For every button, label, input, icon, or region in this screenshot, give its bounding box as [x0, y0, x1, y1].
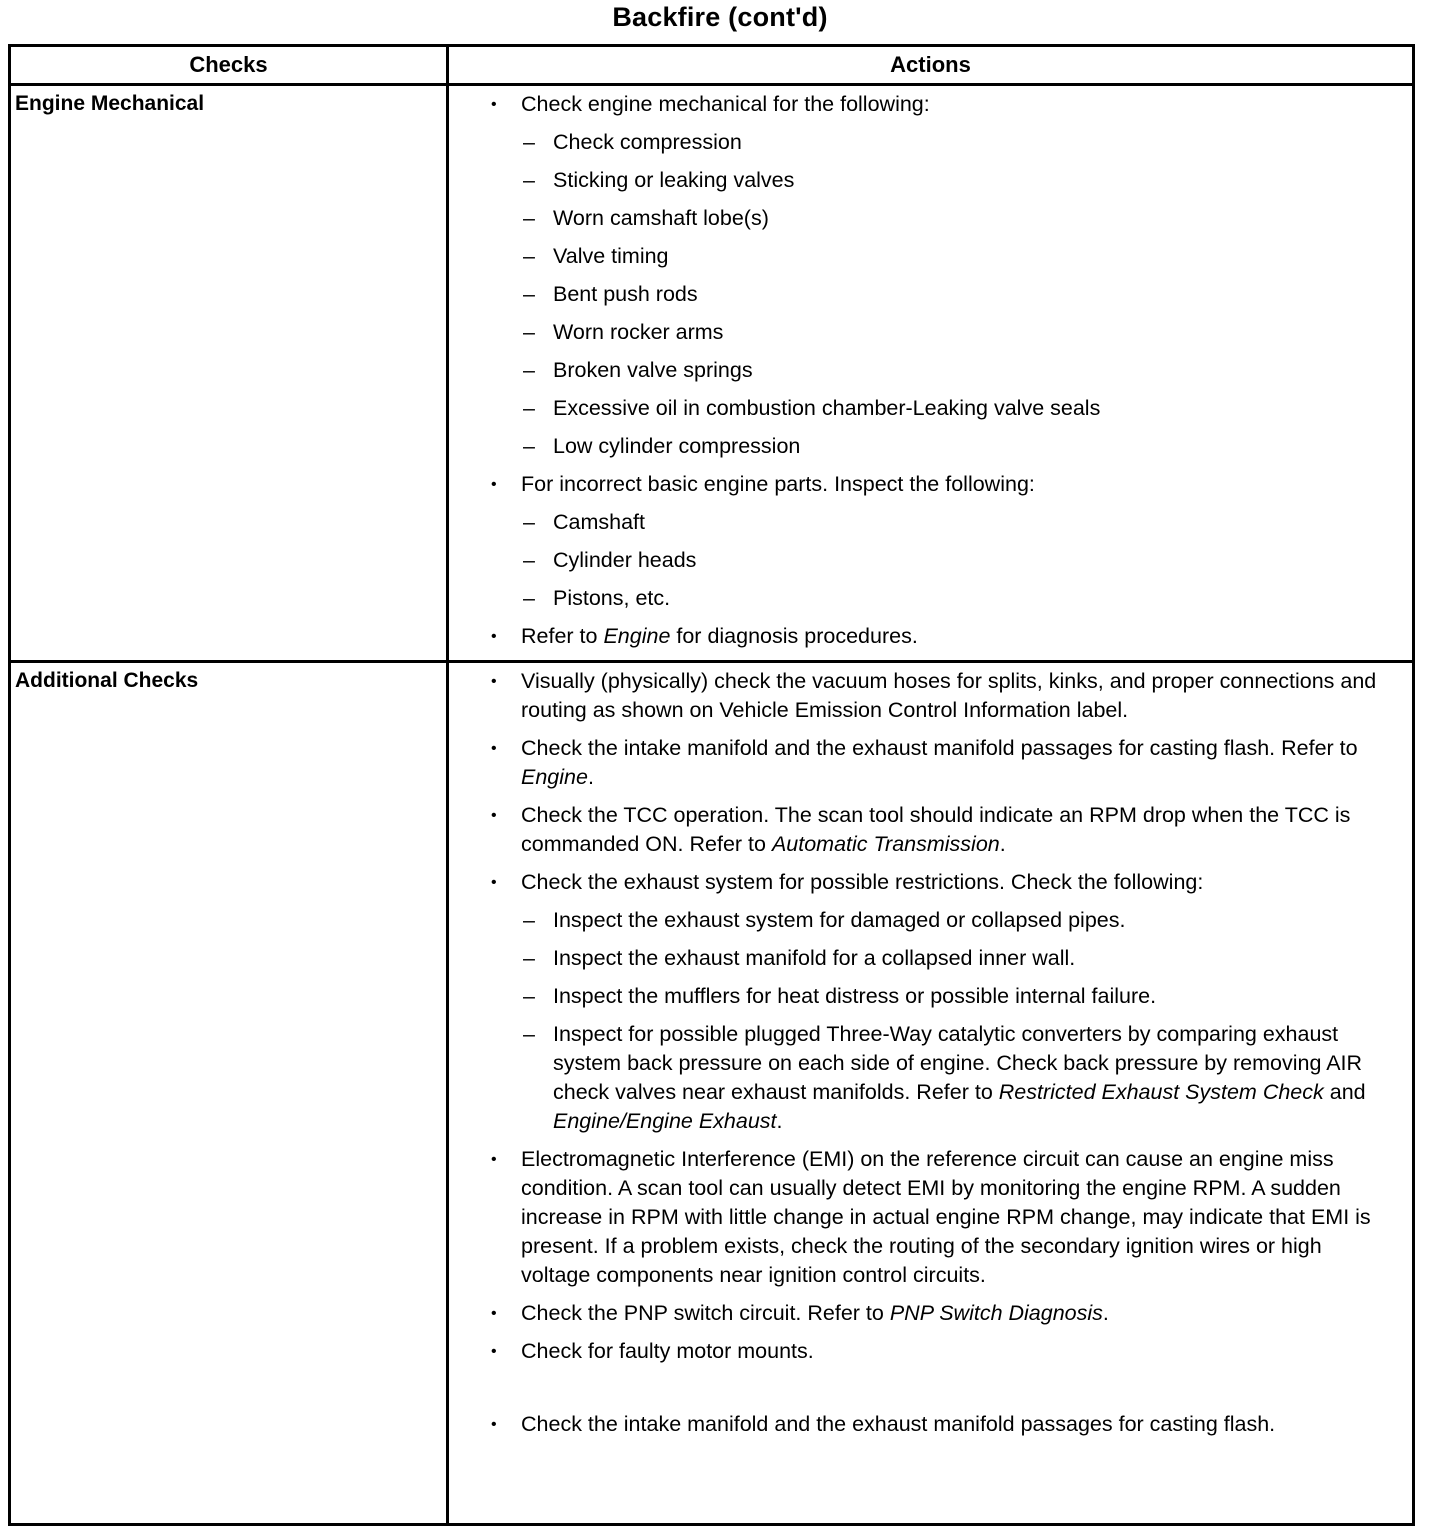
- sub-action-item: [553, 1020, 1392, 1136]
- action-item: • Check the intake manifold and the exhaust manifold passages for casting flash.: [521, 1410, 1392, 1439]
- action-item: [521, 868, 1392, 1136]
- action-text: For incorrect basic engine parts. Inspect the following:: [521, 472, 1035, 496]
- action-text: .: [776, 1109, 783, 1133]
- actions-column-header: Actions: [448, 46, 1414, 85]
- sub-action-item: – Excessive oil in combustion chamber-Leaking valve seals: [553, 394, 1392, 423]
- action-text: .: [587, 765, 594, 789]
- action-text: Check the intake manifold and the exhaust manifold passages for casting flash. Refer to: [521, 736, 1358, 760]
- action-item: • Visually (physically) check the vacuum hoses for splits, kinks, and proper connections and routing as shown on Vehicle Emission Control Information label.: [521, 667, 1392, 725]
- sub-action-item: – Worn camshaft lobe(s): [553, 204, 1392, 233]
- sub-action-list: [521, 906, 1392, 1136]
- table-header-row: [10, 46, 1414, 85]
- action-text: .: [1102, 1301, 1109, 1325]
- action-item: [521, 90, 1392, 461]
- actions-cell: [448, 85, 1414, 662]
- check-cell: [10, 85, 448, 662]
- actions-cell: [448, 662, 1414, 1525]
- table-row: [10, 85, 1414, 662]
- sub-action-item: – Broken valve springs: [553, 356, 1392, 385]
- action-text: and: [1323, 1080, 1366, 1104]
- check-label: Engine Mechanical: [15, 92, 205, 115]
- checks-column-header: Checks: [10, 46, 448, 85]
- action-text: for diagnosis procedures.: [670, 624, 918, 648]
- sub-action-item: – Cylinder heads: [553, 546, 1392, 575]
- reference-link: PNP Switch Diagnosis: [889, 1301, 1103, 1325]
- reference-link: Restricted Exhaust System Check: [998, 1080, 1324, 1104]
- sub-action-item: – Inspect the mufflers for heat distress or possible internal failure.: [553, 982, 1392, 1011]
- action-text: Check engine mechanical for the following:: [521, 92, 930, 116]
- reference-link: Engine/Engine Exhaust: [553, 1109, 777, 1133]
- sub-action-list: [521, 128, 1392, 461]
- sub-action-item: – Valve timing: [553, 242, 1392, 271]
- check-cell: [10, 662, 448, 1525]
- action-item: [521, 1299, 1392, 1328]
- reference-link: Automatic Transmission: [771, 832, 1000, 856]
- action-text: Check the PNP switch circuit. Refer to: [521, 1301, 890, 1325]
- action-text: Refer to: [521, 624, 604, 648]
- action-list: [449, 663, 1412, 1439]
- sub-action-item: – Inspect the exhaust system for damaged or collapsed pipes.: [553, 906, 1392, 935]
- action-item: [521, 734, 1392, 792]
- table-row: [10, 662, 1414, 1525]
- sub-action-item: – Bent push rods: [553, 280, 1392, 309]
- action-text: Check the TCC operation. The scan tool should indicate an RPM drop when the TCC is commanded ON. Refer to: [521, 803, 1351, 856]
- page-title: Backfire (cont'd): [612, 2, 828, 32]
- diagnostic-table: [8, 44, 1415, 1526]
- sub-action-item: – Camshaft: [553, 508, 1392, 537]
- action-list: [449, 86, 1412, 651]
- sub-action-item: – Inspect the exhaust manifold for a collapsed inner wall.: [553, 944, 1392, 973]
- action-item: • Electromagnetic Interference (EMI) on the reference circuit can cause an engine miss condition. A scan tool can usually detect EMI by monitoring the engine RPM. A sudden increase in RPM with little change in actual engine RPM change, may indicate that EMI is present. If a problem exists, check the routing of the secondary ignition wires or high voltage components near ignition control circuits.: [521, 1145, 1392, 1290]
- sub-action-item: – Sticking or leaking valves: [553, 166, 1392, 195]
- sub-action-item: – Worn rocker arms: [553, 318, 1392, 347]
- action-item: • Check for faulty motor mounts.: [521, 1337, 1392, 1366]
- action-text: Inspect for possible plugged Three-Way catalytic converters by comparing exhaust system back pressure on each side of engine. Check back pressure by removing AIR check valves near exhaust manifolds. Refer to: [553, 1022, 1363, 1104]
- reference-link: Engine: [603, 624, 671, 648]
- sub-action-list: [521, 508, 1392, 613]
- sub-action-item: – Check compression: [553, 128, 1392, 157]
- sub-action-item: – Low cylinder compression: [553, 432, 1392, 461]
- action-text: Check the exhaust system for possible restrictions. Check the following:: [521, 870, 1204, 894]
- reference-link: Engine: [521, 765, 588, 789]
- action-item: [521, 801, 1392, 859]
- action-item: [521, 622, 1392, 651]
- action-text: .: [999, 832, 1006, 856]
- check-label: Additional Checks: [15, 669, 199, 692]
- sub-action-item: – Pistons, etc.: [553, 584, 1392, 613]
- action-item: [521, 470, 1392, 613]
